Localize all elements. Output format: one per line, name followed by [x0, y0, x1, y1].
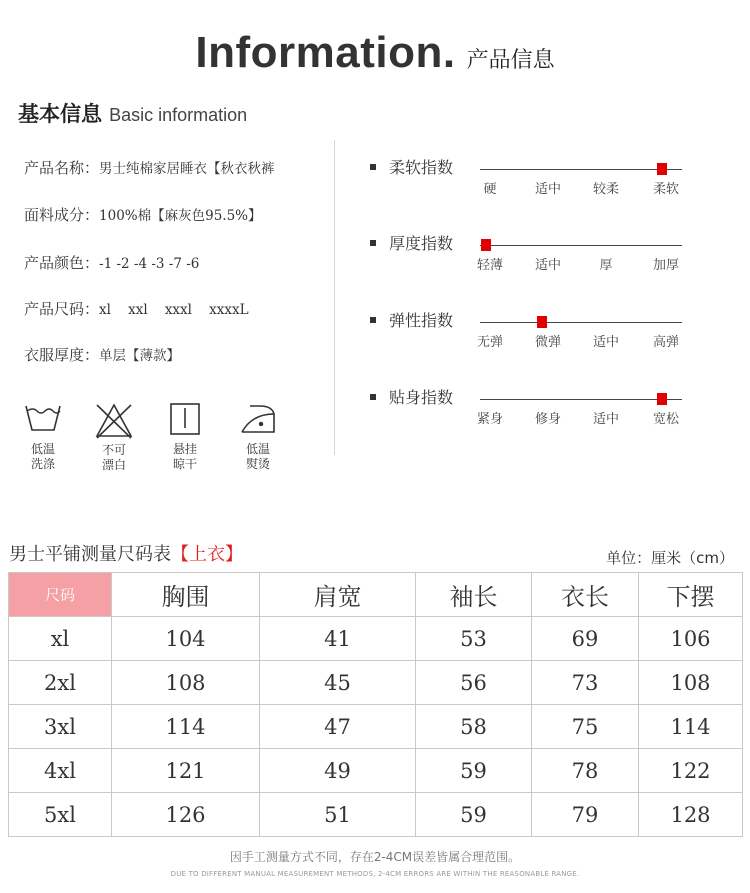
index-scale-line [480, 245, 682, 246]
table-row [9, 793, 743, 837]
info-row-thickness [24, 344, 180, 365]
table-row [9, 749, 743, 793]
table-cell: 4xl [9, 749, 112, 793]
table-cell: 51 [260, 793, 416, 837]
info-label: 产品尺码： [24, 300, 100, 318]
index-name: 贴身指数 [389, 388, 454, 407]
bullet-icon [370, 317, 376, 323]
index-marker [537, 316, 547, 328]
table-cell: 69 [532, 617, 639, 661]
table-cell: 41 [260, 617, 416, 661]
table-header-row [9, 573, 743, 617]
size-heading-text: 男士平铺测量尺码表 [9, 544, 171, 565]
index-name: 厚度指数 [389, 234, 454, 253]
info-row-fabric [24, 204, 262, 225]
column-header: 袖长 [416, 573, 532, 617]
bullet-icon [370, 394, 376, 400]
info-value: 单层【薄款】 [99, 348, 181, 364]
table-cell: 114 [639, 705, 743, 749]
column-divider [334, 140, 335, 455]
index-softness [370, 157, 690, 217]
index-tick: 无弹 [476, 335, 504, 350]
care-label: 不可 [101, 443, 126, 457]
care-label: 低温 [30, 442, 55, 456]
page-title [0, 28, 750, 78]
hang-dry-icon [165, 402, 205, 436]
index-tick: 加厚 [652, 258, 680, 273]
measurement-note-cn: 因手工测量方式不同，存在2-4CM误差皆属合理范围。 [229, 850, 521, 864]
no-bleach-icon [94, 402, 134, 440]
care-low-temp-iron [228, 402, 288, 472]
low-temp-iron-icon [238, 402, 278, 436]
index-scale-line [480, 169, 682, 170]
care-no-bleach [84, 402, 144, 473]
measurement-note-en: DUE TO DIFFERENT MANUAL MEASUREMENT METHODS, 2-4CM ERRORS ARE WITHIN THE REASONABLE RANGE. [170, 870, 580, 878]
info-label: 面料成分： [24, 206, 100, 224]
index-tick: 较柔 [592, 182, 620, 197]
basic-heading-cn: 基本信息 [18, 102, 102, 126]
low-temp-wash-icon [23, 402, 63, 434]
table-cell: xl [9, 617, 112, 661]
table-cell: 53 [416, 617, 532, 661]
table-cell: 58 [416, 705, 532, 749]
table-cell: 47 [260, 705, 416, 749]
info-value: xl xxl xxxl xxxxL [99, 302, 249, 318]
column-header: 肩宽 [260, 573, 416, 617]
info-value: -1 -2 -4 -3 -7 -6 [99, 256, 200, 272]
table-row [9, 617, 743, 661]
index-elasticity [370, 310, 690, 370]
info-row-product-name [24, 157, 275, 178]
bullet-icon [370, 240, 376, 246]
care-label: 低温 [245, 442, 270, 456]
info-row-color [24, 252, 199, 273]
table-cell: 108 [112, 661, 260, 705]
table-cell: 108 [639, 661, 743, 705]
index-tick: 适中 [592, 412, 620, 427]
care-label: 悬挂 [172, 442, 197, 456]
care-label: 洗涤 [30, 457, 55, 471]
table-cell: 126 [112, 793, 260, 837]
info-value: 100%棉【麻灰色95.5%】 [99, 208, 262, 224]
table-cell: 2xl [9, 661, 112, 705]
bullet-icon [370, 164, 376, 170]
table-cell: 73 [532, 661, 639, 705]
info-label: 产品颜色： [24, 254, 100, 272]
unit-label: 单位：厘米（cm） [606, 549, 734, 567]
table-cell: 106 [639, 617, 743, 661]
column-header: 尺码 [9, 573, 112, 617]
care-label: 晾干 [172, 457, 197, 471]
info-value: 男士纯棉家居睡衣【秋衣秋裤 [99, 161, 275, 177]
table-cell: 122 [639, 749, 743, 793]
size-heading-highlight: 【上衣】 [171, 544, 243, 565]
index-tick: 适中 [534, 258, 562, 273]
care-hang-dry [155, 402, 215, 472]
table-cell: 56 [416, 661, 532, 705]
index-marker [657, 393, 667, 405]
index-name: 柔软指数 [389, 158, 454, 177]
title-en: Information. [195, 28, 456, 77]
size-table [8, 572, 743, 837]
table-cell: 128 [639, 793, 743, 837]
info-row-size [24, 298, 249, 319]
title-cn: 产品信息 [466, 48, 555, 73]
size-table-heading [9, 540, 243, 566]
index-tick: 硬 [483, 182, 497, 197]
index-scale-line [480, 322, 682, 323]
table-row [9, 705, 743, 749]
column-header: 胸围 [112, 573, 260, 617]
index-tick: 微弹 [534, 335, 562, 350]
table-cell: 59 [416, 793, 532, 837]
care-label: 熨烫 [245, 457, 270, 471]
basic-heading-en: Basic information [109, 105, 248, 125]
care-label: 漂白 [101, 458, 126, 472]
table-cell: 114 [112, 705, 260, 749]
index-thickness [370, 233, 690, 293]
index-scale-line [480, 399, 682, 400]
table-cell: 45 [260, 661, 416, 705]
index-tick: 适中 [534, 182, 562, 197]
table-cell: 104 [112, 617, 260, 661]
index-marker [481, 239, 491, 251]
index-name: 弹性指数 [389, 311, 454, 330]
table-cell: 49 [260, 749, 416, 793]
column-header: 下摆 [639, 573, 743, 617]
index-tick: 修身 [534, 412, 562, 427]
table-cell: 5xl [9, 793, 112, 837]
table-cell: 3xl [9, 705, 112, 749]
info-label: 衣服厚度： [24, 346, 100, 364]
table-row [9, 661, 743, 705]
table-cell: 78 [532, 749, 639, 793]
index-tick: 适中 [592, 335, 620, 350]
table-cell: 121 [112, 749, 260, 793]
index-tick: 厚 [599, 258, 613, 273]
table-cell: 79 [532, 793, 639, 837]
index-fit [370, 387, 690, 447]
index-tick: 宽松 [652, 412, 680, 427]
table-cell: 59 [416, 749, 532, 793]
column-header: 衣长 [532, 573, 639, 617]
index-tick: 轻薄 [476, 258, 504, 273]
index-tick: 柔软 [652, 182, 680, 197]
basic-info-heading [18, 98, 247, 128]
table-cell: 75 [532, 705, 639, 749]
index-tick: 紧身 [476, 412, 504, 427]
info-label: 产品名称： [24, 159, 100, 177]
care-low-temp-wash [13, 402, 73, 472]
index-marker [657, 163, 667, 175]
index-tick: 高弹 [652, 335, 680, 350]
